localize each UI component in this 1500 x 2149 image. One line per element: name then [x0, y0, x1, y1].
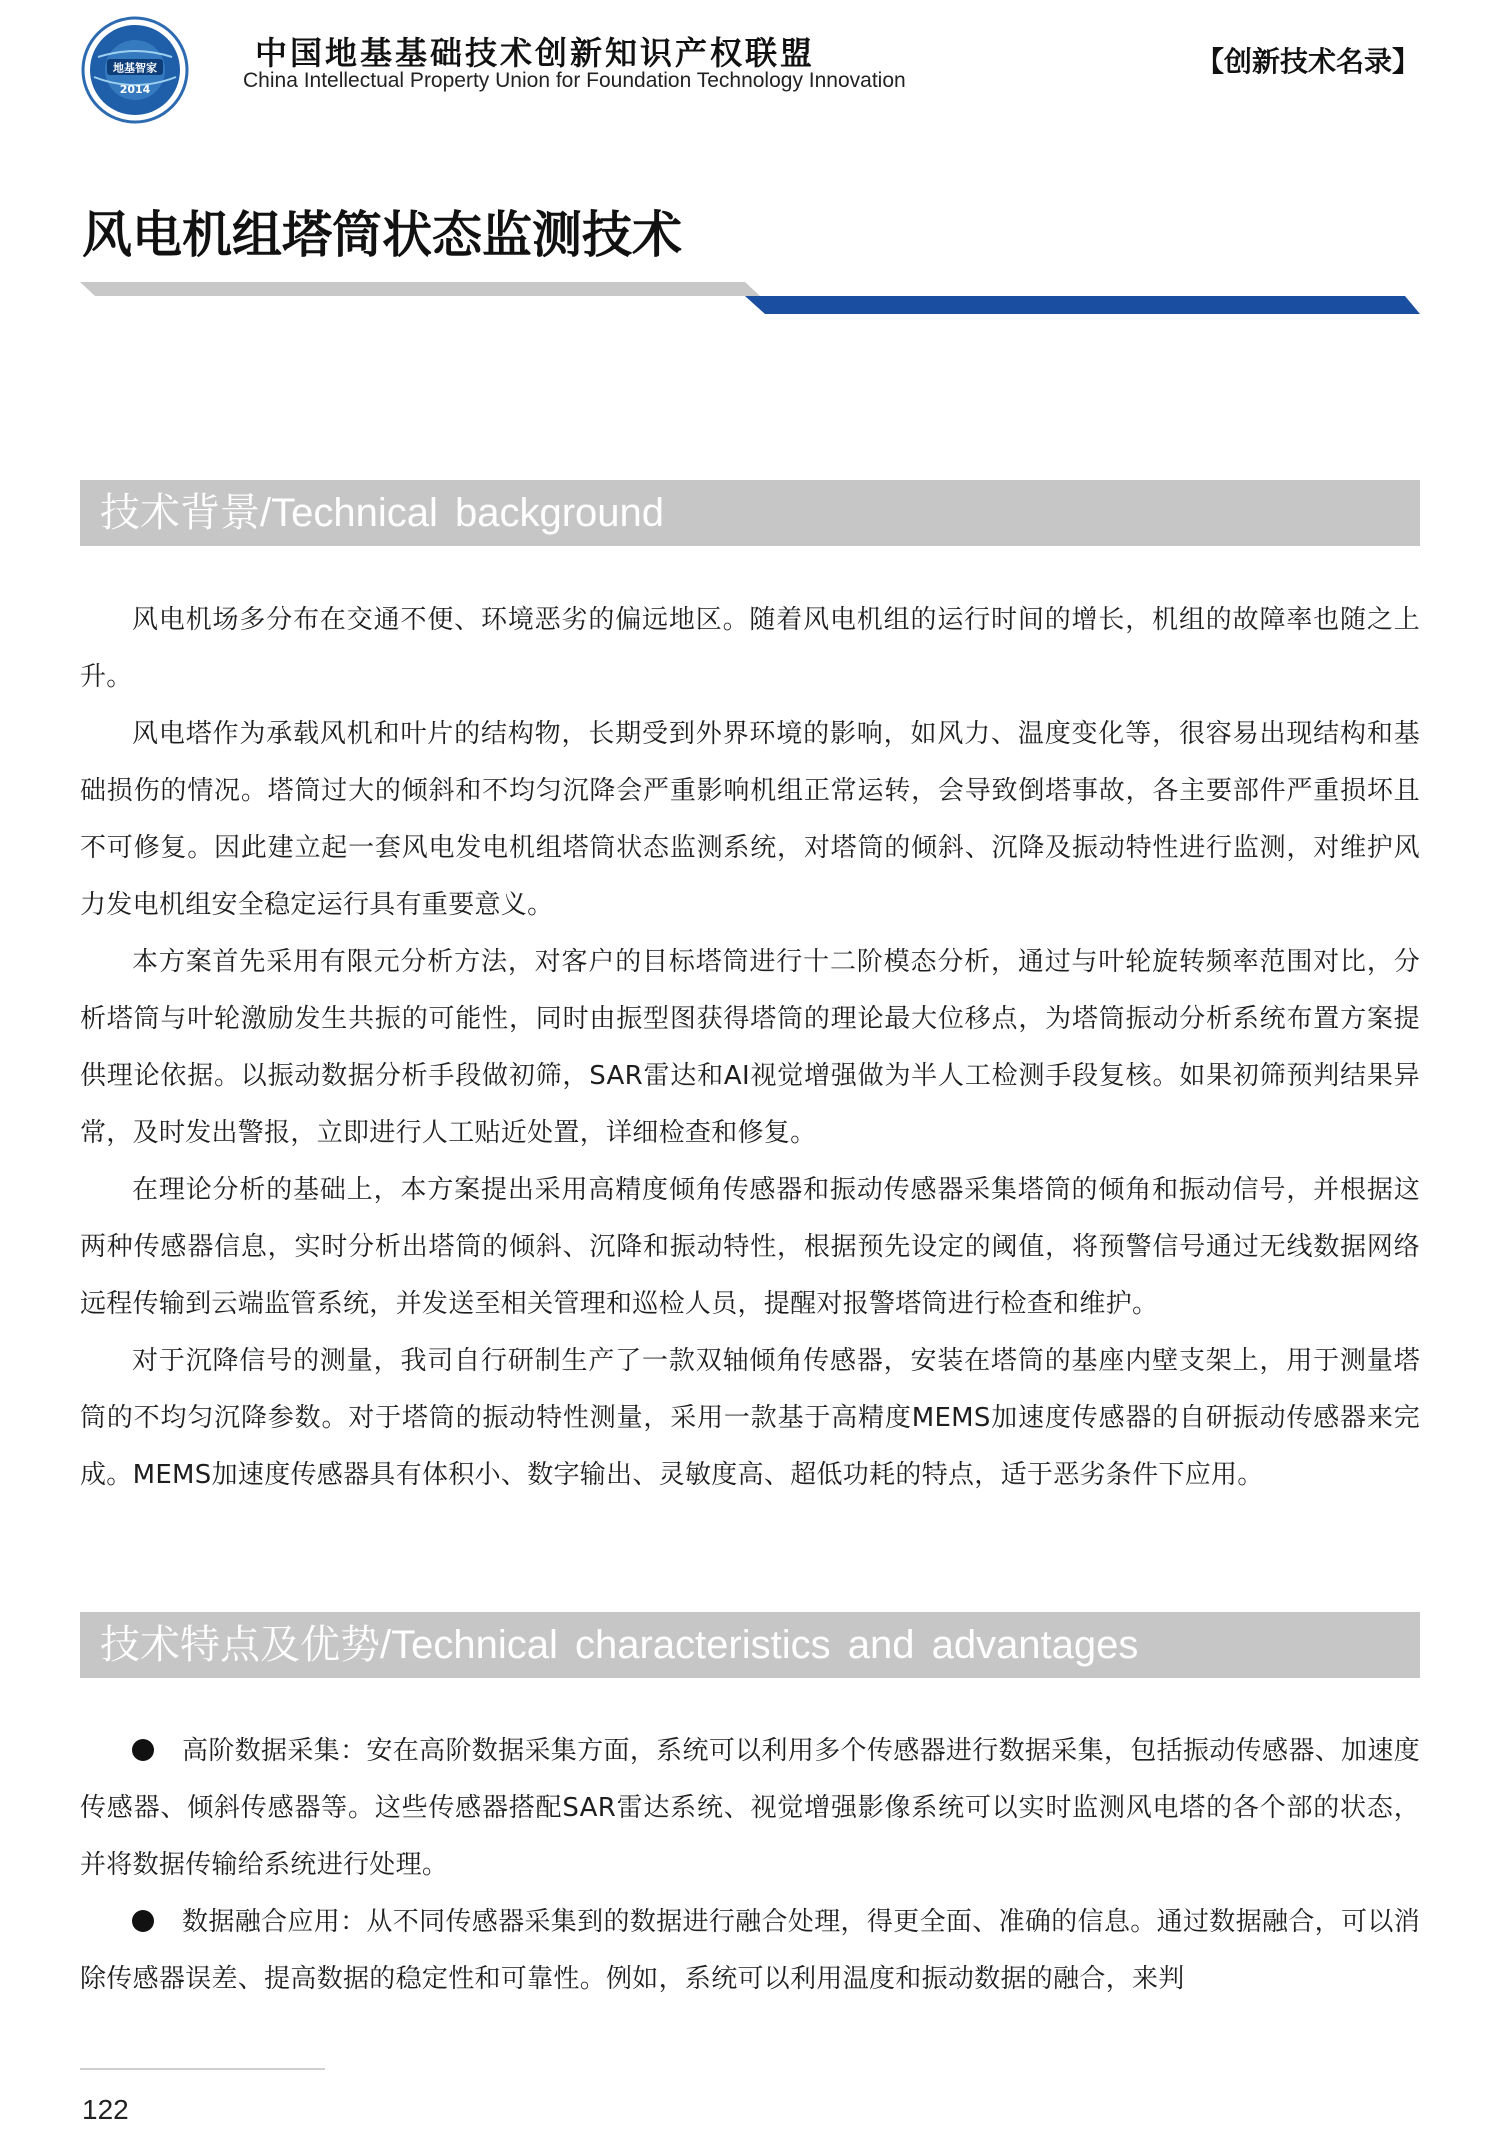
- bullet-item: [80, 1894, 1420, 2008]
- org-name-cn: 中国地基基础技术创新知识产权联盟: [255, 34, 816, 72]
- org-name-en: China Intellectual Property Union for Foundation Technology Innovation: [243, 69, 906, 92]
- bullet-item: [80, 1723, 1420, 1894]
- bullet-dot-icon: [132, 1739, 154, 1761]
- paragraph: 风电塔作为承载风机和叶片的结构物，长期受到外界环境的影响，如风力、温度变化等，很容易出现结构和基础损伤的情况。塔筒过大的倾斜和不均匀沉降会严重影响机组正常运转，会导致倒塔事故，各主要部件严重损坏且不可修复。因此建立起一套风电发电机组塔筒状态监测系统，对塔筒的倾斜、沉降及振动特性进行监测，对维护风力发电机组安全稳定运行具有重要意义。: [80, 719, 1420, 920]
- footer-divider: [80, 2068, 325, 2070]
- catalog-tag: 【创新技术名录】: [1195, 45, 1420, 78]
- section-heading-background: 技术背景/Technical background: [80, 480, 1420, 546]
- paragraph: 在理论分析的基础上，本方案提出采用高精度倾角传感器和振动传感器采集塔筒的倾角和振动信号，并根据这两种传感器信息，实时分析出塔筒的倾斜、沉降和振动特性，根据预先设定的阈值，将预警信号通过无线数据网络远程传输到云端监管系统，并发送至相关管理和巡检人员，提醒对报警塔筒进行检查和维护。: [80, 1175, 1420, 1319]
- page-header: [0, 0, 1500, 120]
- paragraph: 风电机场多分布在交通不便、环境恶劣的偏远地区。随着风电机组的运行时间的增长，机组的故障率也随之上升。: [80, 605, 1420, 692]
- page-number: 122: [82, 2094, 129, 2125]
- paragraph: 对于沉降信号的测量，我司自行研制生产了一款双轴倾角传感器，安装在塔筒的基座内壁支架上，用于测量塔筒的不均匀沉降参数。对于塔筒的振动特性测量，采用一款基于高精度MEMS加速度传感器的自研振动传感器来完成。MEMS加速度传感器具有体积小、数字输出、灵敏度高、超低功耗的特点，适于恶劣条件下应用。: [80, 1346, 1420, 1490]
- logo-year: 2014: [119, 83, 151, 96]
- paragraph: 本方案首先采用有限元分析方法，对客户的目标塔筒进行十二阶模态分析，通过与叶轮旋转频率范围对比，分析塔筒与叶轮激励发生共振的可能性，同时由振型图获得塔筒的理论最大位移点，为塔筒振动分析系统布置方案提供理论依据。以振动数据分析手段做初筛，SAR雷达和AI视觉增强做为半人工检测手段复核。如果初筛预判结果异常，及时发出警报，立即进行人工贴近处置，详细检查和修复。: [80, 947, 1420, 1148]
- bullet-text: 高阶数据采集：安在高阶数据采集方面，系统可以利用多个传感器进行数据采集，包括振动传感器、加速度传感器、倾斜传感器等。这些传感器搭配SAR雷达系统、视觉增强影像系统可以实时监测风电塔的各个部的状态，并将数据传输给系统进行处理。: [80, 1736, 1420, 1880]
- section-body-background: [80, 592, 1420, 1504]
- bullet-text: 数据融合应用：从不同传感器采集到的数据进行融合处理，得更全面、准确的信息。通过数据融合，可以消除传感器误差、提高数据的稳定性和可靠性。例如，系统可以利用温度和振动数据的融合，来判: [80, 1907, 1420, 1994]
- logo-badge-text: 地基智家: [113, 61, 157, 75]
- section-heading-characteristics: 技术特点及优势/Technical characteristics and advantages: [80, 1612, 1420, 1678]
- alliance-logo: [80, 15, 190, 125]
- section-body-characteristics: [80, 1723, 1420, 2008]
- page-title: 风电机组塔筒状态监测技术: [82, 206, 682, 264]
- bullet-dot-icon: [132, 1910, 154, 1932]
- title-divider: [80, 280, 1420, 316]
